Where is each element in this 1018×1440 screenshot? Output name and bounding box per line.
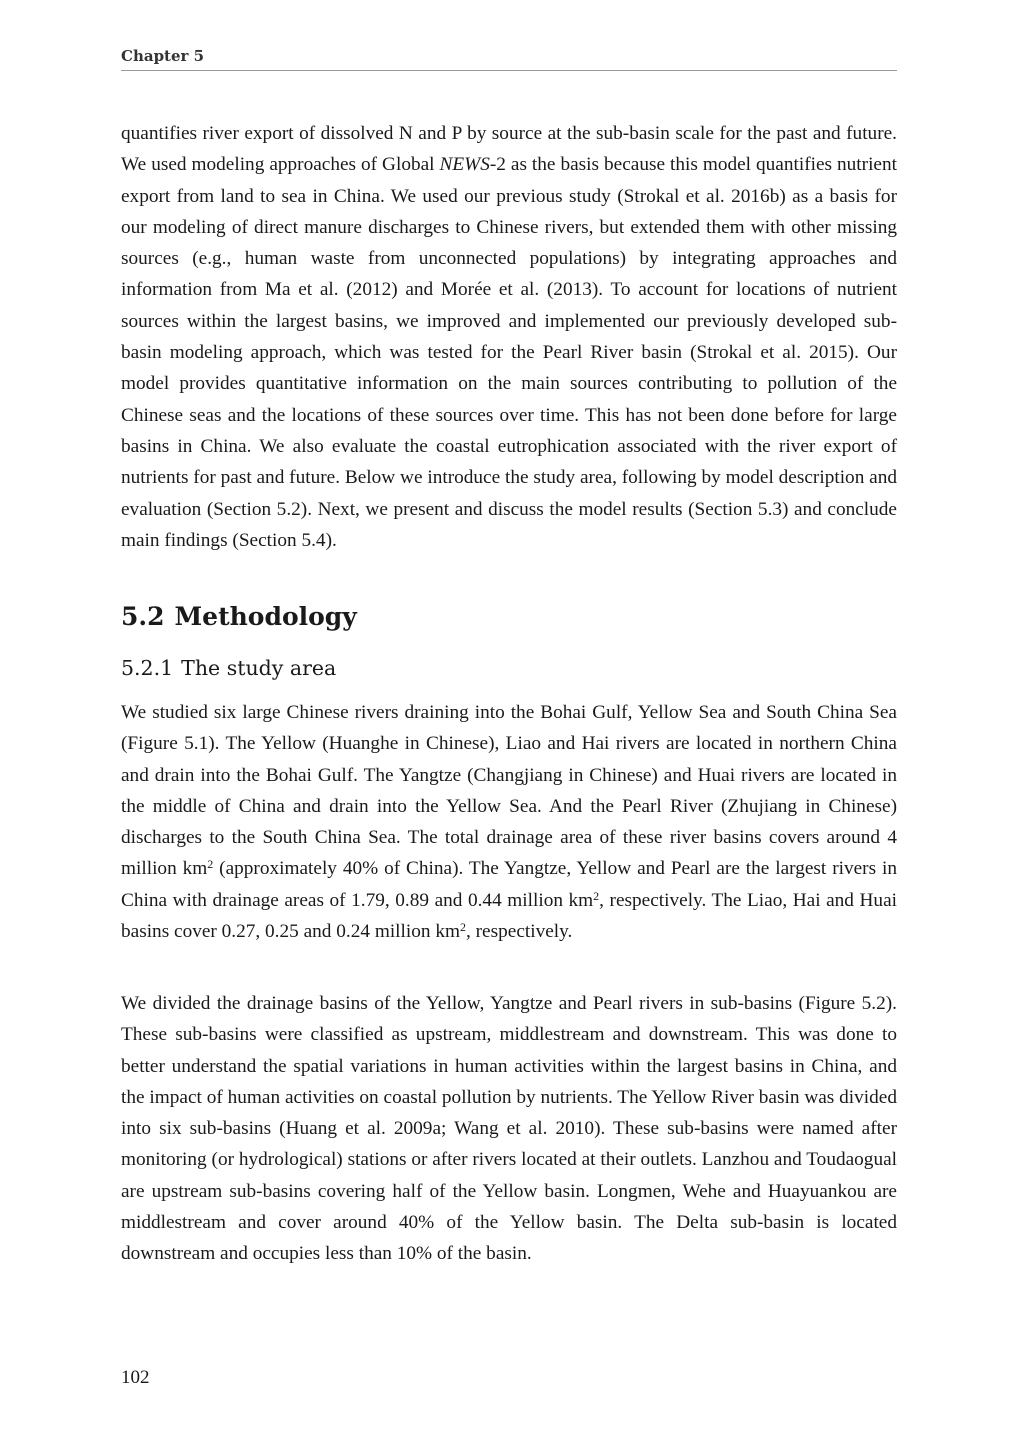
document-page: [121, 0, 897, 1440]
section-title: Methodology: [174, 602, 357, 631]
paragraph-study-area-part-b: (approximately 40% of China). The Yangtze, Yellow and Pearl are the largest rivers in China with drainage areas of 1.79, 0.89 and 0.44 million km: [121, 858, 897, 911]
superscript: 2: [207, 857, 214, 872]
subsection-heading: [121, 653, 336, 683]
section-number: 5.2: [121, 602, 165, 631]
paragraph-study-area-part-d: , respectively.: [466, 921, 573, 943]
superscript: 2: [593, 888, 600, 903]
paragraph-study-area-part-c: , respectively. The Liao, Hai and Huai basins cover 0.27, 0.25 and 0.24 million km: [121, 889, 897, 943]
subsection-number: 5.2.1: [121, 656, 174, 680]
page-number: 102: [121, 1367, 150, 1388]
paragraph-study-area-part-a: We studied six large Chinese rivers draining into the Bohai Gulf, Yellow Sea and South China Sea (Figure 5.1). The Yellow (Huanghe in Chinese), Liao and Hai rivers are located in northern China and drain into the Bohai Gulf. The Yangtze (Changjiang in Chinese) and Huai rivers are located in the middle of China and drain into the Yellow Sea. And the Pearl River (Zhujiang in Chinese) discharges to the South China Sea. The total drainage area of these river basins covers around 4 million km: [121, 702, 897, 880]
paragraph-intro: [121, 118, 897, 556]
paragraph-sub-basins: We divided the drainage basins of the Yellow, Yangtze and Pearl rivers in sub-basins (Figure 5.2). These sub-basins were classified as upstream, middlestream and downstream. This was done to better understand the spatial variations in human activities within the largest basins in China, and the impact of human activities on coastal pollution by nutrients. The Yellow River basin was divided into six sub-basins (Huang et al. 2009a; Wang et al. 2010). These sub-basins were named after monitoring (or hydrological) stations or after rivers located at their outlets. Lanzhou and Toudaogual are upstream sub-basins covering half of the Yellow basin. Longmen, Wehe and Huayuankou are middlestream and cover around 40% of the Yellow basin. The Delta sub-basin is located downstream and occupies less than 10% of the basin.: [121, 993, 897, 1265]
subsection-title: The study area: [181, 656, 337, 680]
running-header: Chapter 5: [121, 47, 897, 71]
section-heading: [121, 600, 357, 634]
paragraph-intro-part-b: -2 as the basis because this model quantifies nutrient export from land to sea in China. We used our previous study (Strokal et al. 2016b) as a basis for our modeling of direct manure discharges to Chinese rivers, but extended them with other missing sources (e.g., human waste from unconnected populations) by integrating approaches and information from Ma et al. (2012) and Morée et al. (2013). To account for locations of nutrient sources within the largest basins, we improved and implemented our previously developed sub-basin modeling approach, which was tested for the Pearl River basin (Strokal et al. 2015). Our model provides quantitative information on the main sources contributing to pollution of the Chinese seas and the locations of these sources over time. This has not been done before for large basins in China. We also evaluate the coastal eutrophication associated with the river export of nutrients for past and future. Below we introduce the study area, following by model description and evaluation (Section 5.2). Next, we present and discuss the model results (Section 5.3) and conclude main findings (Section 5.4).: [121, 154, 897, 551]
news-model-name: NEWS: [439, 154, 490, 176]
superscript: 2: [460, 920, 466, 935]
paragraph-intro-part-a: quantifies river export of dissolved N and P by source at the sub-basin scale for the past and future. We used modeling approaches of Global: [121, 123, 897, 176]
paragraph-study-area: [121, 697, 897, 947]
